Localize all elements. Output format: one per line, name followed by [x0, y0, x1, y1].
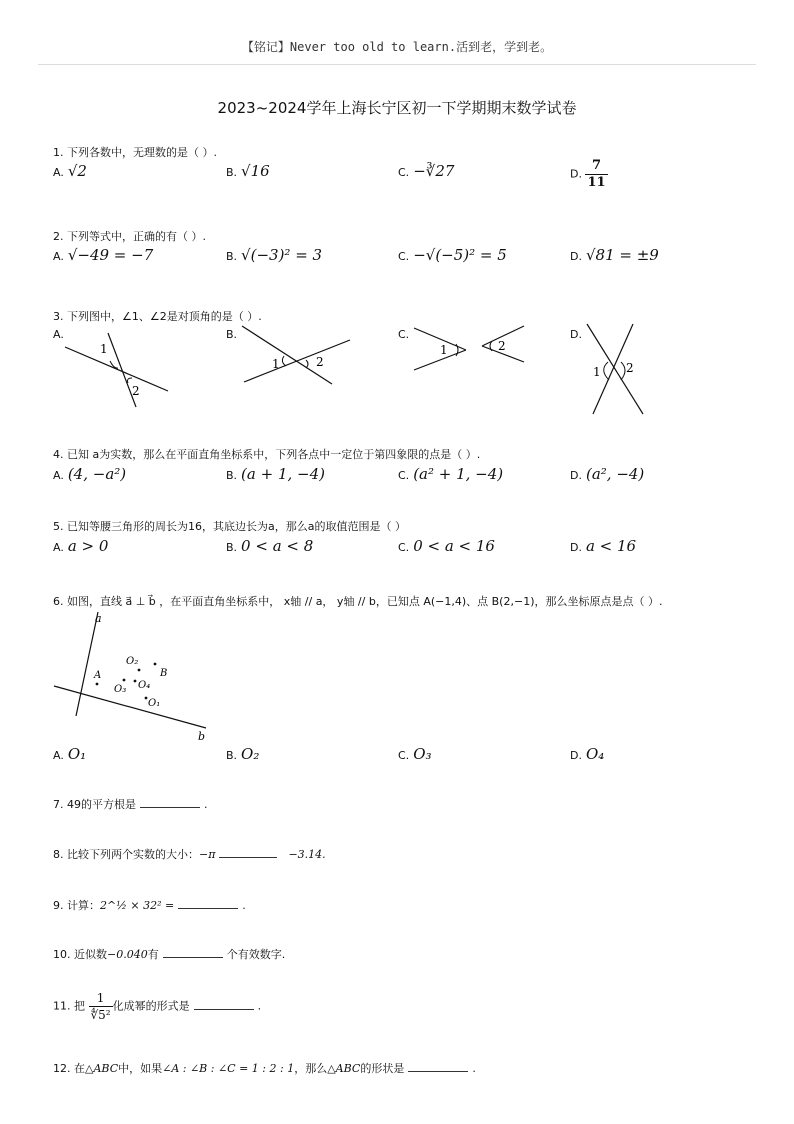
option-label: C. — [398, 749, 410, 762]
question-text: 有 — [147, 948, 159, 961]
option-math: √16 — [241, 162, 270, 180]
question-3-stem: 3. 下列图中，∠1、∠2是对顶角的是（ ）. — [53, 310, 262, 323]
page-header: 【铭记】Never too old to learn.活到老，学到老。 — [241, 40, 553, 54]
q3-figure-d — [585, 322, 665, 418]
angle-2-label: 2 — [498, 339, 506, 353]
question-10 — [53, 946, 285, 962]
q2-option-c[interactable] — [398, 246, 507, 264]
fraction — [585, 158, 607, 191]
question-text: 的形状是 — [360, 1062, 405, 1075]
option-math: −√(−5)² = 5 — [413, 246, 507, 264]
point-O1-label: O₁ — [148, 698, 161, 709]
q4-option-d[interactable] — [570, 465, 644, 483]
q6-option-b[interactable] — [226, 745, 259, 763]
option-math: √(−3)² = 3 — [241, 246, 323, 264]
q4-option-a[interactable] — [53, 465, 126, 483]
option-math: −∛27 — [413, 162, 455, 180]
q1-option-a[interactable] — [53, 162, 87, 180]
denominator: ∜5² — [90, 1008, 111, 1022]
q2-option-a[interactable] — [53, 246, 153, 264]
q3-figure-a — [60, 325, 180, 415]
question-8 — [53, 846, 326, 862]
q3-option-a-label[interactable]: A. — [53, 328, 64, 341]
q2-option-b[interactable] — [226, 246, 322, 264]
question-5-stem: 5. 已知等腰三角形的周长为16，其底边长为a，那么a的取值范围是（ ） — [53, 520, 406, 533]
question-text: 12. 在 — [53, 1062, 85, 1075]
question-text: . — [242, 899, 246, 912]
option-label: B. — [226, 166, 238, 179]
numerator: 1 — [89, 990, 113, 1007]
option-label: A. — [53, 250, 64, 263]
point-O2-label: O₂ — [126, 656, 139, 667]
option-label: A. — [53, 541, 64, 554]
fraction — [89, 990, 113, 1023]
question-text: 9. 计算： — [53, 899, 100, 912]
option-label: D. — [570, 250, 582, 263]
q3-figure-b — [240, 322, 360, 388]
point-B-label: B — [160, 668, 168, 679]
math-expr: ∠A : ∠B : ∠C = 1 : 2 : 1 — [162, 1062, 295, 1075]
option-label: C. — [398, 469, 410, 482]
question-2-stem: 2. 下列等式中，正确的有（ ）. — [53, 230, 206, 243]
answer-blank[interactable] — [219, 847, 277, 858]
option-math: √2 — [67, 162, 87, 180]
q4-option-c[interactable] — [398, 465, 503, 483]
math-expr: 2^½ × 32² = — [100, 899, 175, 912]
header-divider — [38, 64, 756, 65]
option-label: D. — [570, 541, 582, 554]
option-math: (a² + 1, −4) — [413, 465, 504, 483]
option-math: O₁ — [67, 745, 87, 763]
q1-option-c[interactable] — [398, 162, 454, 180]
q3-option-c-label[interactable]: C. — [398, 328, 410, 341]
option-label: C. — [398, 250, 410, 263]
angle-2-label: 2 — [316, 355, 324, 369]
q1-option-d[interactable] — [570, 158, 608, 191]
angle-1-label: 1 — [272, 357, 280, 371]
math-expr: △ABC — [85, 1062, 119, 1075]
math-expr: △ABC — [327, 1062, 361, 1075]
q6-figure — [50, 610, 220, 742]
angle-1-label: 1 — [100, 342, 108, 356]
angle-2-label: 2 — [132, 384, 140, 398]
line-b-label: b — [198, 730, 206, 742]
math-expr: −0.040 — [107, 948, 148, 961]
question-7 — [53, 796, 208, 812]
point-O3-label: O₃ — [114, 684, 127, 695]
math-expr: −π — [199, 848, 216, 861]
exam-title: 2023~2024学年上海长宁区初一下学期期末数学试卷 — [217, 99, 577, 117]
denominator: 11 — [587, 175, 606, 190]
q5-option-b[interactable] — [226, 537, 313, 555]
line-a-label: a — [95, 612, 102, 625]
option-math: O₄ — [585, 745, 605, 763]
q3-option-d-label[interactable]: D. — [570, 328, 582, 341]
point-A-label: A — [94, 670, 102, 681]
question-text: 7. 49的平方根是 — [53, 798, 136, 811]
question-6-stem: 6. 如图，直线 a⃗ ⊥ b⃗ ，在平面直角坐标系中， x轴 // a， y轴 // b，已知点 A(−1,4)、点 B(2,−1)，那么坐标原点是点（ ）. — [53, 595, 663, 608]
question-text: . — [257, 999, 262, 1013]
option-label: B. — [226, 541, 238, 554]
q5-option-a[interactable] — [53, 537, 108, 555]
q3-figure-c — [410, 322, 530, 372]
q5-option-c[interactable] — [398, 537, 495, 555]
option-math: 0 < a < 16 — [413, 537, 495, 555]
question-text: . — [472, 1062, 476, 1075]
answer-blank[interactable] — [140, 797, 200, 808]
answer-blank[interactable] — [178, 898, 238, 909]
option-label: D. — [570, 749, 582, 762]
angle-1-label: 1 — [593, 365, 601, 379]
q5-option-d[interactable] — [570, 537, 636, 555]
q1-option-b[interactable] — [226, 162, 270, 180]
option-label: B. — [226, 749, 238, 762]
math-expr: −3.14. — [288, 848, 326, 861]
option-math: O₂ — [241, 745, 260, 763]
numerator: 7 — [585, 158, 607, 175]
question-text: 个有效数字. — [226, 948, 286, 961]
answer-blank[interactable] — [194, 999, 254, 1010]
question-text: . — [204, 798, 208, 811]
q6-option-c[interactable] — [398, 745, 432, 763]
option-label: A. — [53, 166, 64, 179]
option-math: a > 0 — [67, 537, 109, 555]
option-label: B. — [226, 250, 238, 263]
option-label: D. — [570, 469, 582, 482]
angle-1-label: 1 — [440, 343, 448, 357]
option-math: √−49 = −7 — [67, 246, 154, 264]
answer-blank[interactable] — [408, 1061, 468, 1072]
option-math: (a², −4) — [585, 465, 645, 483]
option-math: O₃ — [413, 745, 432, 763]
option-label: D. — [570, 167, 582, 181]
question-text: 中，如果 — [118, 1062, 163, 1075]
angle-2-label: 2 — [626, 361, 634, 375]
question-text: 11. 把 — [53, 999, 85, 1013]
q6-option-a[interactable] — [53, 745, 86, 763]
question-text: 化成幂的形式是 — [112, 999, 190, 1013]
point-O4-label: O₄ — [138, 680, 151, 691]
answer-blank[interactable] — [163, 947, 223, 958]
question-text: 8. 比较下列两个实数的大小： — [53, 848, 199, 861]
option-label: A. — [53, 469, 64, 482]
q2-option-d[interactable] — [570, 246, 659, 264]
option-math: (a + 1, −4) — [241, 465, 325, 483]
option-math: √81 = ±9 — [585, 246, 659, 264]
option-label: B. — [226, 469, 238, 482]
q3-option-b-label[interactable]: B. — [226, 328, 238, 341]
question-4-stem: 4. 已知 a为实数，那么在平面直角坐标系中，下列各点中一定位于第四象限的点是（ ）. — [53, 448, 481, 461]
q6-option-d[interactable] — [570, 745, 604, 763]
question-12 — [53, 1060, 476, 1076]
q4-option-b[interactable] — [226, 465, 325, 483]
question-9 — [53, 897, 246, 913]
option-math: 0 < a < 8 — [241, 537, 314, 555]
option-math: a < 16 — [585, 537, 637, 555]
option-math: (4, −a²) — [67, 465, 127, 483]
question-11 — [53, 990, 261, 1023]
question-text: 10. 近似数 — [53, 948, 107, 961]
question-1-stem: 1. 下列各数中，无理数的是（ ）. — [53, 146, 217, 159]
option-label: C. — [398, 541, 410, 554]
question-text: ，那么 — [294, 1062, 328, 1075]
option-label: C. — [398, 166, 410, 179]
option-label: A. — [53, 749, 64, 762]
